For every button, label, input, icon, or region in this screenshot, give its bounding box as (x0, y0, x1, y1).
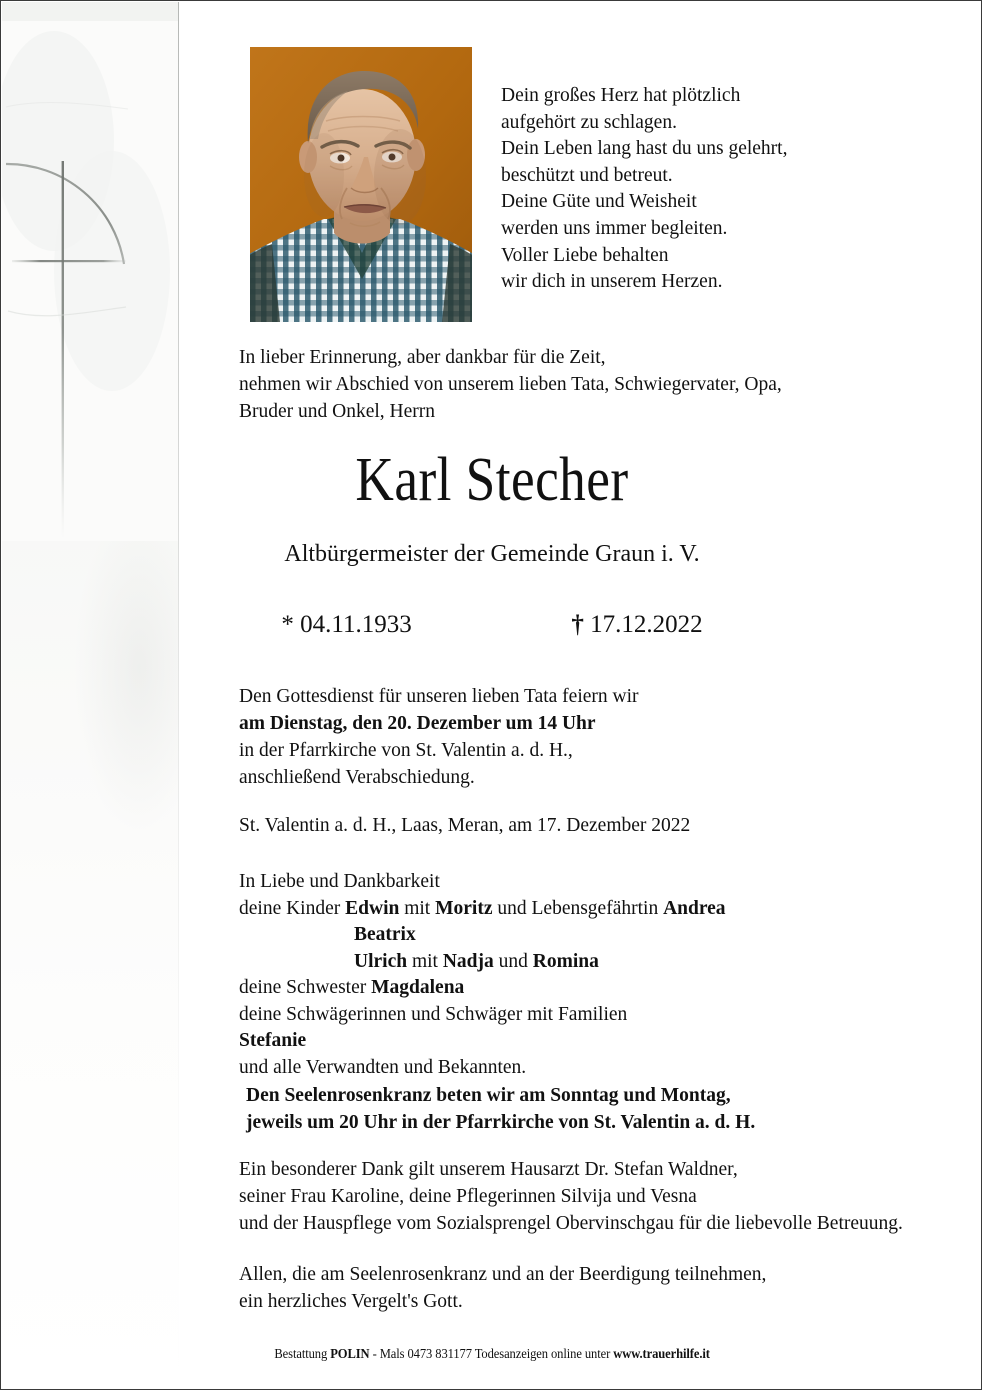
family-list (239, 869, 726, 1081)
intro-line: In lieber Erinnerung, aber dankbar für die Zeit, (239, 347, 606, 368)
footer-website-link[interactable]: www.trauerhilfe.it (613, 1346, 710, 1361)
service-datetime: am Dienstag, den 20. Dezember um 14 Uhr (239, 713, 596, 734)
connector: und Lebensgefährtin (492, 897, 664, 919)
place-and-date: St. Valentin a. d. H., Laas, Meran, am 17. Dezember 2022 (239, 815, 691, 836)
birth-date-group (281, 609, 571, 641)
family-name: Edwin (345, 897, 400, 919)
asterisk-icon: * (281, 611, 294, 638)
intro-line: nehmen wir Abschied von unserem lieben Tata, Schwiegervater, Opa, (239, 374, 782, 395)
poem-line: Voller Liebe behalten (501, 244, 669, 266)
family-name: Moritz (435, 897, 493, 919)
poem-line: werden uns immer begleiten. (501, 217, 728, 239)
funeral-home-footer (1, 1345, 982, 1363)
family-name: Magdalena (371, 977, 465, 998)
children-prefix: deine Kinder (239, 897, 346, 919)
service-location: in der Pfarrkirche von St. Valentin a. d. H., (239, 740, 573, 761)
poem-line: beschützt und betreut. (501, 164, 673, 186)
poem-line: Dein großes Herz hat plötzlich (501, 85, 741, 106)
poem-line: wir dich in unserem Herzen. (501, 271, 723, 293)
service-line: anschließend Verabschiedung. (239, 767, 475, 788)
birth-date: 04.11.1933 (300, 611, 412, 638)
thanks-line: Ein besonderer Dank gilt unserem Hausarzt Dr. Stefan Waldner, (239, 1159, 738, 1180)
intro-line: Bruder und Onkel, Herrn (239, 401, 436, 422)
closing-paragraph (239, 1261, 766, 1315)
family-name: Nadja (442, 950, 494, 972)
intro-paragraph (239, 344, 782, 425)
deceased-name: Karl Stecher (355, 446, 629, 514)
memorial-poem (501, 83, 787, 296)
family-children-line (239, 896, 726, 923)
rosary-line: jeweils um 20 Uhr in der Pfarrkirche von St. Valentin a. d. H. (246, 1112, 756, 1133)
family-sister-line (239, 975, 726, 1002)
poem-line: Deine Güte und Weisheit (501, 191, 697, 213)
family-name-line: Beatrix (354, 924, 416, 945)
sister-prefix: deine Schwester (239, 977, 372, 998)
family-name: Andrea (663, 897, 726, 919)
band-edge-divider (178, 2, 179, 1390)
thanks-paragraph (239, 1156, 903, 1237)
deceased-role: Altbürgermeister der Gemeinde Graun i. V. (284, 541, 700, 567)
poem-line: Dein Leben lang hast du uns gelehrt, (501, 138, 788, 160)
life-dates (1, 609, 982, 641)
footer-line (274, 1345, 710, 1363)
cross-icon: † (571, 611, 584, 638)
thanks-line: und der Hauspflege vom Sozialsprengel Obervinschgau für die liebevolle Betreuung. (239, 1213, 903, 1234)
service-line: Den Gottesdienst für unseren lieben Tata feiern wir (239, 686, 639, 707)
footer-prefix: Bestattung (274, 1346, 331, 1361)
rosary-announcement (246, 1082, 755, 1136)
family-heading: In Liebe und Dankbarkeit (239, 871, 440, 892)
family-name-line (239, 949, 726, 976)
connector: und (493, 950, 533, 972)
poem-line: aufgehört zu schlagen. (501, 111, 677, 133)
thanks-line: seiner Frau Karoline, deine Pflegerinnen Silvija und Vesna (239, 1186, 697, 1207)
closing-line: ein herzliches Vergelt's Gott. (239, 1291, 463, 1312)
service-details (239, 683, 639, 791)
family-name-line: Stefanie (239, 1030, 307, 1051)
death-date: 17.12.2022 (590, 611, 703, 638)
family-name: Romina (532, 950, 599, 972)
family-closing-line: und alle Verwandten und Bekannten. (239, 1056, 527, 1078)
footer-contact: - Mals 0473 831177 Todesanzeigen online unter (369, 1346, 614, 1361)
family-name: Ulrich (354, 950, 408, 972)
connector: mit (407, 950, 443, 972)
closing-line: Allen, die am Seelenrosenkranz und an der Beerdigung teilnehmen, (239, 1264, 767, 1285)
portrait-photo (250, 47, 472, 322)
funeral-home-name: POLIN (330, 1346, 370, 1361)
death-date-group (571, 609, 702, 641)
family-inlaws-line: deine Schwägerinnen und Schwäger mit Familien (239, 1003, 628, 1025)
rosary-line: Den Seelenrosenkranz beten wir am Sonntag und Montag, (246, 1085, 731, 1106)
connector: mit (399, 897, 436, 919)
